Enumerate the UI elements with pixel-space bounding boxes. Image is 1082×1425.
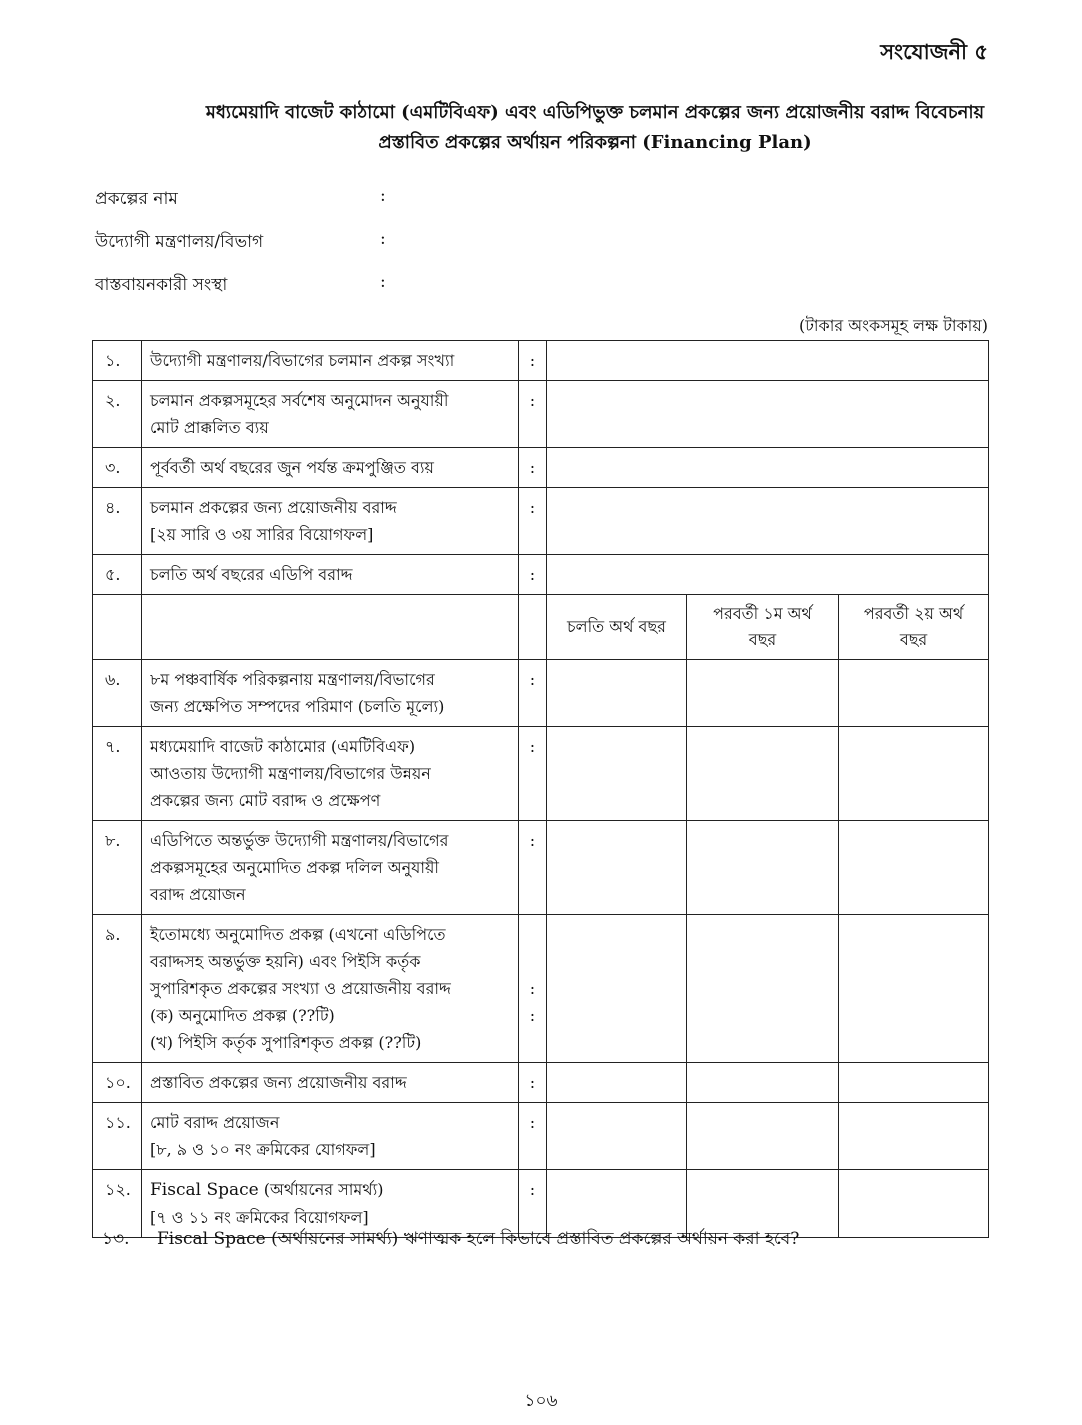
table-row <box>93 448 989 488</box>
value-cell <box>547 821 687 915</box>
row-number: ৩. <box>93 448 142 488</box>
row-number: ৯. <box>93 915 142 1063</box>
info-row-ministry <box>95 229 386 257</box>
value-cell <box>687 821 839 915</box>
info-label: বাস্তবায়নকারী সংস্থা <box>95 275 228 295</box>
info-colon: : <box>380 272 386 292</box>
row-number: ১২. <box>93 1170 142 1238</box>
row-number: ৮. <box>93 821 142 915</box>
value-cell <box>839 1170 989 1238</box>
info-label: উদ্যোগী মন্ত্রণালয়/বিভাগ <box>95 232 264 252</box>
value-cell <box>687 1103 839 1170</box>
table-row <box>93 660 989 727</box>
header-blank <box>142 595 519 660</box>
value-cell <box>547 1103 687 1170</box>
row-colon: : <box>519 727 547 821</box>
table-row <box>93 488 989 555</box>
row-description: মোট বরাদ্দ প্রয়োজন [৮, ৯ ও ১০ নং ক্রমিকের যোগফল] <box>142 1103 519 1170</box>
table-row <box>93 821 989 915</box>
header-next-year-2: পরবর্তী ২য় অর্থ বছর <box>839 595 989 660</box>
value-cell <box>547 448 989 488</box>
row-description: চলমান প্রকল্পসমূহের সর্বশেষ অনুমোদন অনুযায়ী মোট প্রাক্কলিত ব্যয় <box>142 381 519 448</box>
row-colon: : <box>519 381 547 448</box>
row-colon: : <box>519 821 547 915</box>
header-current-year: চলতি অর্থ বছর <box>547 595 687 660</box>
row-colon: : <box>519 448 547 488</box>
row-number: ১১. <box>93 1103 142 1170</box>
row-description: পূর্ববর্তী অর্থ বছরের জুন পর্যন্ত ক্রমপুঞ্জিত ব্যয় <box>142 448 519 488</box>
row-colon: : <box>519 660 547 727</box>
info-row-project-name <box>95 186 386 214</box>
title-line-1: মধ্যমেয়াদি বাজেট কাঠামো (এমটিবিএফ) এবং এডিপিভুক্ত চলমান প্রকল্পের জন্য প্রয়োজনীয় বরাদ্দ বিবেচনায় <box>205 102 985 123</box>
row-description: চলতি অর্থ বছরের এডিপি বরাদ্দ <box>142 555 519 595</box>
row-number: ৪. <box>93 488 142 555</box>
value-cell <box>547 727 687 821</box>
value-cell <box>687 915 839 1063</box>
value-cell <box>687 727 839 821</box>
question-13 <box>102 1226 799 1254</box>
row-description: চলমান প্রকল্পের জন্য প্রয়োজনীয় বরাদ্দ [২য় সারি ও ৩য় সারির বিয়োগফল] <box>142 488 519 555</box>
row-colon: : <box>519 1063 547 1103</box>
table-row <box>93 1103 989 1170</box>
row-number: ১. <box>93 341 142 381</box>
value-cell <box>547 341 989 381</box>
table-row <box>93 915 989 1063</box>
value-cell <box>839 660 989 727</box>
header-next-year-1: পরবর্তী ১ম অর্থ বছর <box>687 595 839 660</box>
value-cell <box>547 381 989 448</box>
annex-label: সংযোজনী ৫ <box>880 39 988 64</box>
table-row <box>93 341 989 381</box>
value-cell <box>547 660 687 727</box>
row-colon: : <box>519 1170 547 1238</box>
financing-plan-table <box>92 340 989 1238</box>
row-description: উদ্যোগী মন্ত্রণালয়/বিভাগের চলমান প্রকল্প সংখ্যা <box>142 341 519 381</box>
value-cell <box>547 555 989 595</box>
row-description: মধ্যমেয়াদি বাজেট কাঠামোর (এমটিবিএফ) আওতায় উদ্যোগী মন্ত্রণালয়/বিভাগের উন্নয়ন প্রকল্পের জন্য মোট বরাদ্দ ও প্রক্ষেপণ <box>142 727 519 821</box>
row-number: ৭. <box>93 727 142 821</box>
row-colon: : <box>519 488 547 555</box>
table-row <box>93 1063 989 1103</box>
header-blank <box>519 595 547 660</box>
value-cell <box>687 1063 839 1103</box>
page-number: ১০৬ <box>524 1391 558 1411</box>
value-cell <box>687 660 839 727</box>
row-colon: : <box>519 555 547 595</box>
info-colon: : <box>380 229 386 249</box>
value-cell <box>839 1063 989 1103</box>
row-number: ২. <box>93 381 142 448</box>
info-row-implementing-agency <box>95 272 386 300</box>
table-row <box>93 381 989 448</box>
row-colon: : : <box>519 915 547 1063</box>
row-description: এডিপিতে অন্তর্ভুক্ত উদ্যোগী মন্ত্রণালয়/বিভাগের প্রকল্পসমূহের অনুমোদিত প্রকল্প দলিল অনুযায়ী বরাদ্দ প্রয়োজন <box>142 821 519 915</box>
value-cell <box>547 1063 687 1103</box>
row-colon: : <box>519 1103 547 1170</box>
row-colon: : <box>519 341 547 381</box>
column-header-row <box>93 595 989 660</box>
row-number: ৬. <box>93 660 142 727</box>
row-number: ১০. <box>93 1063 142 1103</box>
title-line-2: প্রস্তাবিত প্রকল্পের অর্থায়ন পরিকল্পনা (Financing Plan) <box>378 132 812 153</box>
row-description: Fiscal Space (অর্থায়নের সামর্থ্য) [৭ ও ১১ নং ক্রমিকের বিয়োগফল] <box>142 1170 519 1238</box>
value-cell <box>839 915 989 1063</box>
fiscal-space-term: Fiscal Space <box>150 1180 259 1200</box>
table-row <box>93 727 989 821</box>
value-cell <box>839 727 989 821</box>
value-cell <box>547 915 687 1063</box>
info-colon: : <box>380 186 386 206</box>
value-cell <box>839 1103 989 1170</box>
fiscal-space-term: Fiscal Space <box>157 1229 266 1249</box>
question-number: ১৩. <box>102 1229 130 1249</box>
value-cell <box>839 821 989 915</box>
header-blank <box>93 595 142 660</box>
unit-note: (টাকার অংকসমূহ লক্ষ টাকায়) <box>798 316 988 335</box>
value-cell <box>547 488 989 555</box>
question-text: (অর্থায়নের সামর্থ্য) ঋণাত্মক হলে কিভাবে প্রস্তাবিত প্রকল্পের অর্থায়ন করা হবে? <box>265 1229 800 1249</box>
row-description: প্রস্তাবিত প্রকল্পের জন্য প্রয়োজনীয় বরাদ্দ <box>142 1063 519 1103</box>
row-description: ৮ম পঞ্চবার্ষিক পরিকল্পনায় মন্ত্রণালয়/বিভাগের জন্য প্রক্ষেপিত সম্পদের পরিমাণ (চলতি মূল্যে) <box>142 660 519 727</box>
info-label: প্রকল্পের নাম <box>95 189 178 209</box>
table-row <box>93 555 989 595</box>
row-description: ইতোমধ্যে অনুমোদিত প্রকল্প (এখনো এডিপিতে বরাদ্দসহ অন্তর্ভুক্ত হয়নি) এবং পিইসি কর্তৃক সুপারিশকৃত প্রকল্পের সংখ্যা ও প্রয়োজনীয় বরাদ্দ (ক) অনুমোদিত প্রকল্প (??টি) (খ) পিইসি কর্তৃক সুপারিশকৃত প্রকল্প (??টি) <box>142 915 519 1063</box>
row-number: ৫. <box>93 555 142 595</box>
